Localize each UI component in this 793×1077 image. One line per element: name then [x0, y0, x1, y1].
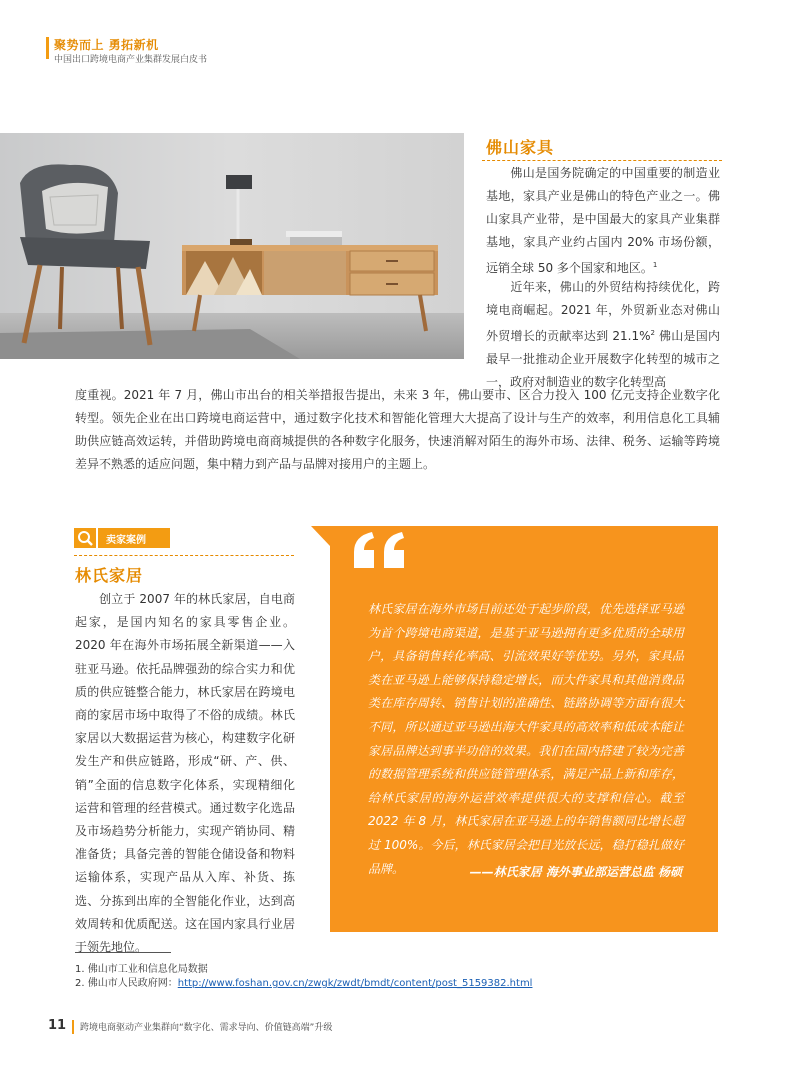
case-label-icon-box: [74, 528, 96, 548]
section-paragraph-1: 佛山是国务院确定的中国重要的制造业基地，家具产业是佛山的特色产业之一。佛山家具产业带，是中国最大的家具产业集群基地，家具产业约占国内 20% 市场份额，远销全球 50 多个国家和地区。$^1$: [486, 166, 720, 275]
section-paragraph-2: 近年来，佛山的外贸结构持续优化，跨境电商崛起。2021 年，外贸新业态对佛山外贸增长的贡献率达到 21.1%$^2$ 佛山是国内最早一批推动企业开展数字化转型的城市之一，政府对制造业的数字化转型高: [486, 280, 720, 389]
header-subtitle: 中国出口跨境电商产业集群发展白皮书: [54, 55, 208, 65]
section-divider: [482, 160, 722, 161]
footnote-2-link[interactable]: http://www.foshan.gov.cn/zwgk/zwdt/bmdt/content/post_5159382.html: [177, 978, 533, 989]
quote-signature: ——林氏家居 海外事业部运营总监 杨硕: [469, 865, 682, 879]
quote-text: 林氏家居在海外市场目前还处于起步阶段，优先选择亚马逊为首个跨境电商渠道，是基于亚马逊拥有更多优质的全球用户，具备销售转化率高、引流效果好等优势。另外，家具品类在亚马逊上能够保持稳定增长，而大件家具和其他消费品类在库存周转、销售计划的准确性、链路协调等方面有很大不同，所以通过亚马逊出海大件家具的高效率和低成本能让家居品牌达到事半功倍的效果。我们在国内搭建了较为完善的数据管理系统和供应链管理体系，满足产品上新和库存，给林氏家居的海外运营效率提供很大的支撑和信心。截至 2022 年 8 月，林氏家居在亚马逊上的年销售额同比增长超过 100%。今后，林氏家居会把目光放长远，稳打稳扎做好品牌。: [368, 602, 684, 876]
footnote-1: 1. 佛山市工业和信息化局数据: [75, 964, 208, 975]
furniture-illustration: [0, 133, 464, 359]
footnote-2: 2. 佛山市人民政府网：http://www.foshan.gov.cn/zwgk/zwdt/bmdt/content/post_5159382.html: [75, 978, 533, 989]
header-accent-bar: [46, 37, 49, 59]
quote-mark-icon: [350, 530, 410, 574]
section-paragraph-2-continued: 度重视。2021 年 7 月，佛山市出台的相关举措报告提出，未来 3 年，佛山要市、区合力投入 100 亿元支持企业数字化转型。领先企业在出口跨境电商运营中，通过数字化技术和智能化管理大大提高了设计与生产的效率，利用信息化工具辅助供应链高效运转，并借助跨境电商商城提供的各种数字化服务，快速消解对陌生的海外市场、法律、税务、运输等跨境差异不熟悉的适应问题，集中精力到产品与品牌对接用户的主题上。: [75, 388, 720, 471]
case-title: 林氏家居: [75, 566, 144, 585]
footer-text: 跨境电商驱动产业集群向“数字化、需求导向、价值链高端”升级: [80, 1023, 333, 1033]
case-label: 卖家案例: [106, 535, 146, 546]
furniture-photo: [0, 133, 464, 359]
footnote-divider: [75, 952, 171, 953]
section-title: 佛山家具: [486, 138, 555, 157]
quote-box-notch: [311, 526, 330, 546]
page-number: 11: [48, 1018, 67, 1033]
header-title: 聚势而上 勇拓新机: [54, 38, 159, 52]
case-body: 创立于 2007 年的林氏家居，自电商起家，是国内知名的家具零售企业。2020 年在海外市场拓展全新渠道——入驻亚马逊。依托品牌强劲的综合实力和优质的供应链整合能力，林氏家居在跨境电商的家居市场中取得了不俗的成绩。林氏家居以大数据运营为核心，构建数字化研发生产和供应链路，形成“研、产、供、销”全面的信息数字化体系，实现精细化运营和管理的经营模式。通过数字化选品及市场趋势分析能力，实现产销协同、精准备货；具备完善的智能仓储设备和物料运输体系，实现产品从入库、补货、拣选、分拣到出库的全智能化作业，达到高效周转和优质配送。这在国内家具行业居于领先地位。: [75, 592, 295, 955]
case-divider: [74, 555, 294, 556]
footer-accent-bar: [72, 1020, 74, 1034]
magnifier-icon: [74, 528, 96, 548]
